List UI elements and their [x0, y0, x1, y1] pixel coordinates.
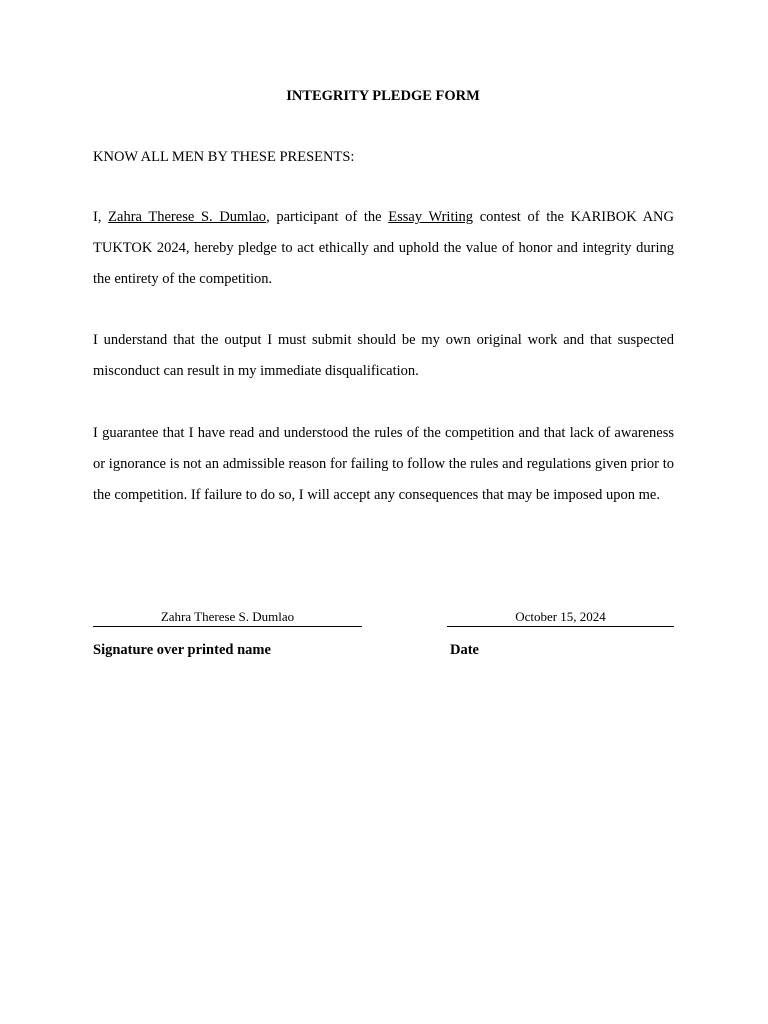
pledge-paragraph-3: I guarantee that I have read and understood the rules of the competition and that lack of awareness or ignorance is not an admissible reason for failing to follow the rules and regulations given prior to the competition. If failure to do so, I will accept any consequences that may be imposed upon me. — [93, 425, 674, 503]
signature-label: Signature over printed name — [93, 642, 271, 658]
pledge-paragraph-2: I understand that the output I must submit should be my own original work and that suspected misconduct can result in my immediate disqualification. — [93, 332, 674, 379]
date-label: Date — [450, 642, 479, 658]
paragraph-1-prefix: I, — [93, 209, 109, 225]
date-line — [447, 626, 674, 627]
paragraph-1-middle: , participant of the — [266, 209, 389, 225]
printed-name: Zahra Therese S. Dumlao — [160, 609, 295, 624]
participant-name: Zahra Therese S. Dumlao — [108, 209, 267, 225]
signature-line — [93, 626, 362, 627]
paragraph-1-suffix: contest of the KARIBOK ANG TUKTOK 2024, hereby pledge to act ethically and uphold the value of honor and integrity during the entirety of the competition. — [93, 209, 674, 287]
pledge-paragraph-1 — [93, 202, 674, 295]
date-value: October 15, 2024 — [515, 609, 606, 624]
salutation: KNOW ALL MEN BY THESE PRESENTS: — [93, 149, 355, 165]
document-title: INTEGRITY PLEDGE FORM — [286, 88, 480, 104]
contest-category: Essay Writing — [388, 209, 474, 225]
